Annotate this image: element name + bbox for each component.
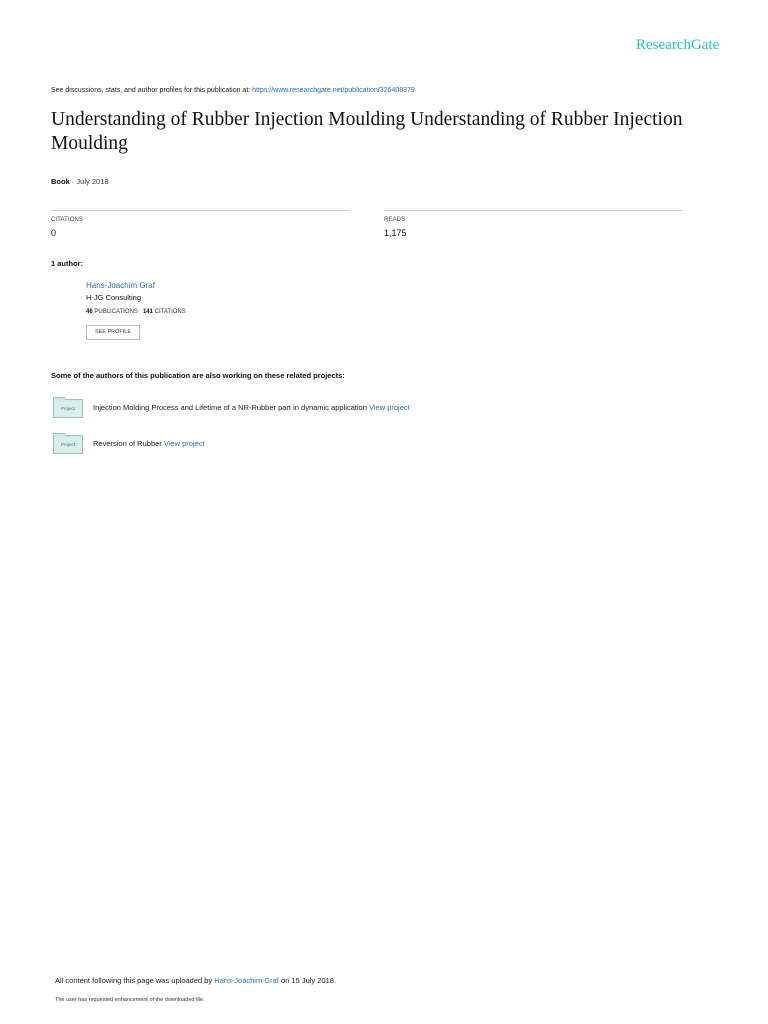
project-title: Reversion of Rubber [93,439,162,448]
citations-value: 0 [51,228,57,238]
discussions-notice [51,87,415,94]
publication-url-link[interactable]: https://www.researchgate.net/publication/326408379 [252,87,415,94]
upload-suffix: on 15 July 2018. [278,976,337,985]
discussions-notice-text: See discussions, stats, and author profiles for this publication at: [51,87,253,94]
publication-title: Understanding of Rubber Injection Moulding Understanding of Rubber Injection Moulding [51,109,683,154]
author-name-link[interactable]: Hans-Joachim Graf [86,281,155,290]
citations-divider [51,210,350,211]
project-icon-label: Project [60,406,76,411]
reads-divider [384,210,683,211]
publication-meta [51,177,109,186]
publication-date: July 2018 [76,177,109,186]
related-project-item [93,403,410,412]
reads-label: READS [384,217,406,223]
author-stats [86,309,186,315]
related-projects-heading: Some of the authors of this publication are also working on these related projects: [51,371,345,380]
meta-separator: · [69,177,77,186]
upload-prefix: All content following this page was uploaded by [55,976,215,985]
related-project-item [93,439,205,448]
author-publications-label: PUBLICATIONS [94,309,138,315]
author-publications-count: 46 [86,309,93,315]
project-folder-icon[interactable] [53,396,83,418]
author-affiliation: H-JG Consulting [86,293,142,302]
author-citations-label: CITATIONS [154,309,186,315]
enhancement-note: The user has requested enhancement of the downloaded file. [55,997,205,1003]
view-project-link[interactable]: View project [163,439,205,448]
project-icon-label: Project [60,442,76,447]
uploader-link[interactable]: Hans-Joachim Graf [214,976,279,985]
project-title: Injection Molding Process and Lifetime of a NR-Rubber part in dynamic application [93,403,367,412]
author-citations-count: 141 [142,309,153,315]
citations-label: CITATIONS [51,217,84,223]
researchgate-logo[interactable]: ResearchGate [636,37,720,53]
publication-type: Book [51,177,70,186]
upload-notice [55,976,336,985]
view-project-link[interactable]: View project [368,403,410,412]
reads-value: 1,175 [384,228,407,238]
see-profile-button[interactable]: SEE PROFILE [86,325,140,340]
project-folder-icon[interactable] [53,432,83,454]
authors-heading: 1 author: [51,259,84,268]
